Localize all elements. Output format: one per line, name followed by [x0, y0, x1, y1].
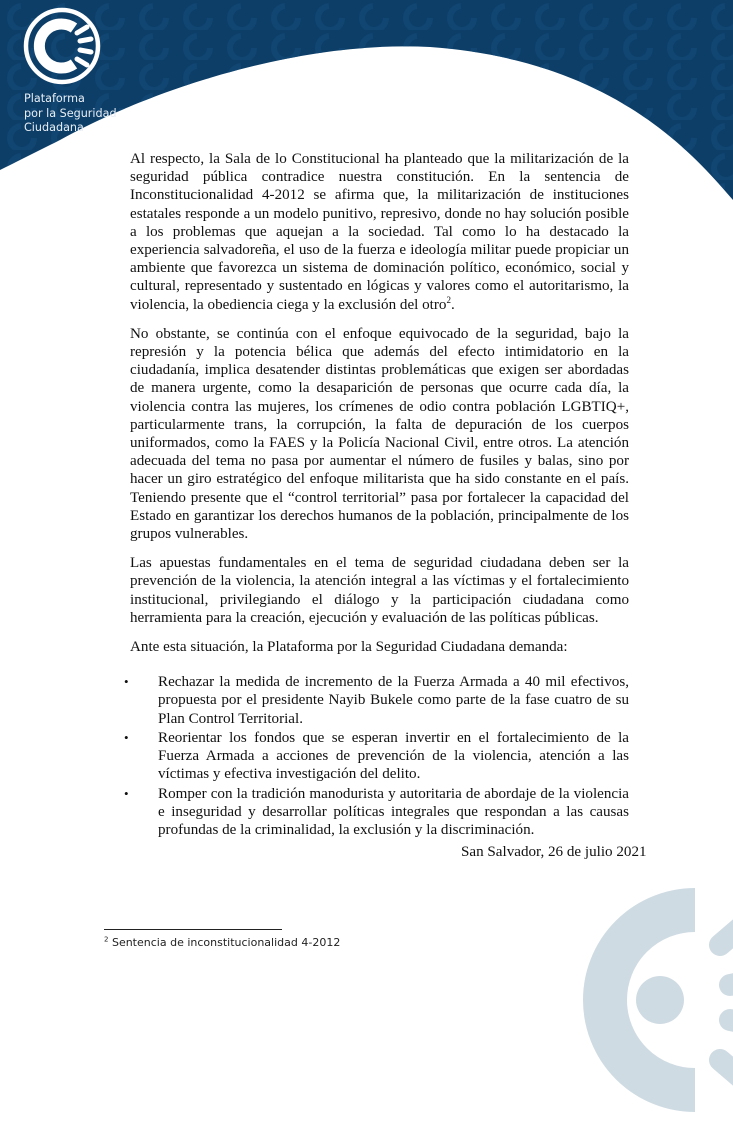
org-name-line: por la Seguridad — [24, 106, 117, 120]
paragraph-citizen-security: Las apuestas fundamentales en el tema de seguridad ciudadana deben ser la prevención de la violencia, la atención integral a las víctimas y el fortalecimiento institucional, privilegiando el diálogo y la participación ciudadana como herramienta para la creación, ejecución y evaluación de las políticas públicas. — [130, 555, 629, 626]
footnote: $^2$ Sentencia de inconstitucionalidad 4-2012 — [104, 935, 341, 949]
organization-name — [24, 92, 117, 136]
footnote-ref[interactable]: 2 — [446, 294, 451, 305]
footnote-divider — [104, 929, 282, 930]
org-name-line: Plataforma — [24, 92, 85, 105]
paragraph-constitutional: Al respecto, la Sala de lo Constitucional ha planteado que la militarización de la seguridad pública contradice nuestra constitución. En la sentencia de Inconstitucionalidad 4-2012 se afirma que, la militarización de instituciones estatales responde a un modelo punitivo, represivo, donde no hay solución posible a los problemas que aquejan a la sociedad. Tal como lo ha destacado la experiencia salvadoreña, el uso de la fuerza e ideología militar puede propiciar un ambiente que favorezca un sistema de dominación político, económico, social y cultural, representado y sustentado en lógicas y valores como el autoritarismo, la violencia, la obediencia ciega y la exclusión del otro$^2$. — [130, 151, 629, 313]
demands-list — [124, 673, 629, 839]
org-name-line: Ciudadana — [24, 121, 84, 134]
demand-item: • Reorientar los fondos que se esperan invertir en el fortalecimiento de la Fuerza Armada a acciones de prevención de la violencia, atención a las víctimas y efectiva investigación del delito. — [124, 729, 629, 783]
bullet-icon: • — [124, 729, 129, 745]
bullet-icon: • — [124, 785, 129, 801]
psc-logo-icon — [22, 6, 102, 86]
bullet-icon: • — [124, 674, 129, 690]
psc-logo-watermark-icon — [540, 870, 733, 1130]
demand-item: • Romper con la tradición manodurista y autoritaria de abordaje de la violencia e inseguridad y desarrollar políticas integrales que respondan a las causas profundas de la criminalidad, la exclusión y la discriminación. — [124, 785, 629, 838]
footnote-number: 2 — [104, 935, 109, 944]
document-body — [124, 150, 629, 840]
demand-item: • Rechazar la medida de incremento de la Fuerza Armada a 40 mil efectivos, propuesta por el presidente Nayib Bukele como parte de la fase cuatro de su Plan Control Territorial. — [124, 674, 629, 727]
demands-intro: Ante esta situación, la Plataforma por la Seguridad Ciudadana demanda: — [130, 639, 568, 656]
paragraph-security-approach: No obstante, se continúa con el enfoque equivocado de la seguridad, bajo la represión y la potencia bélica que además del efecto intimidatorio en la ciudadanía, implica desatender distintas problemáticas que exigen ser abordadas de manera urgente, como la desaparición de personas que ocurre cada día, la violencia contra las mujeres, los crímenes de odio contra población LGBTIQ+, particularmente trans, la corrupción, la falta de depuración de los cuerpos uniformados, como la FAES y la Policía Nacional Civil, entre otros. La atención adecuada del tema no pasa por aumentar el número de fusiles y balas, sino por hacer un giro estratégico del enfoque militarista que ha sido constante en el país. Teniendo presente que el “control territorial” pasa por fortalecer la capacidad del Estado en garantizar los derechos humanos de la población, principalmente de los grupos vulnerables. — [130, 325, 629, 543]
place-date: San Salvador, 26 de julio 2021 — [461, 844, 647, 860]
